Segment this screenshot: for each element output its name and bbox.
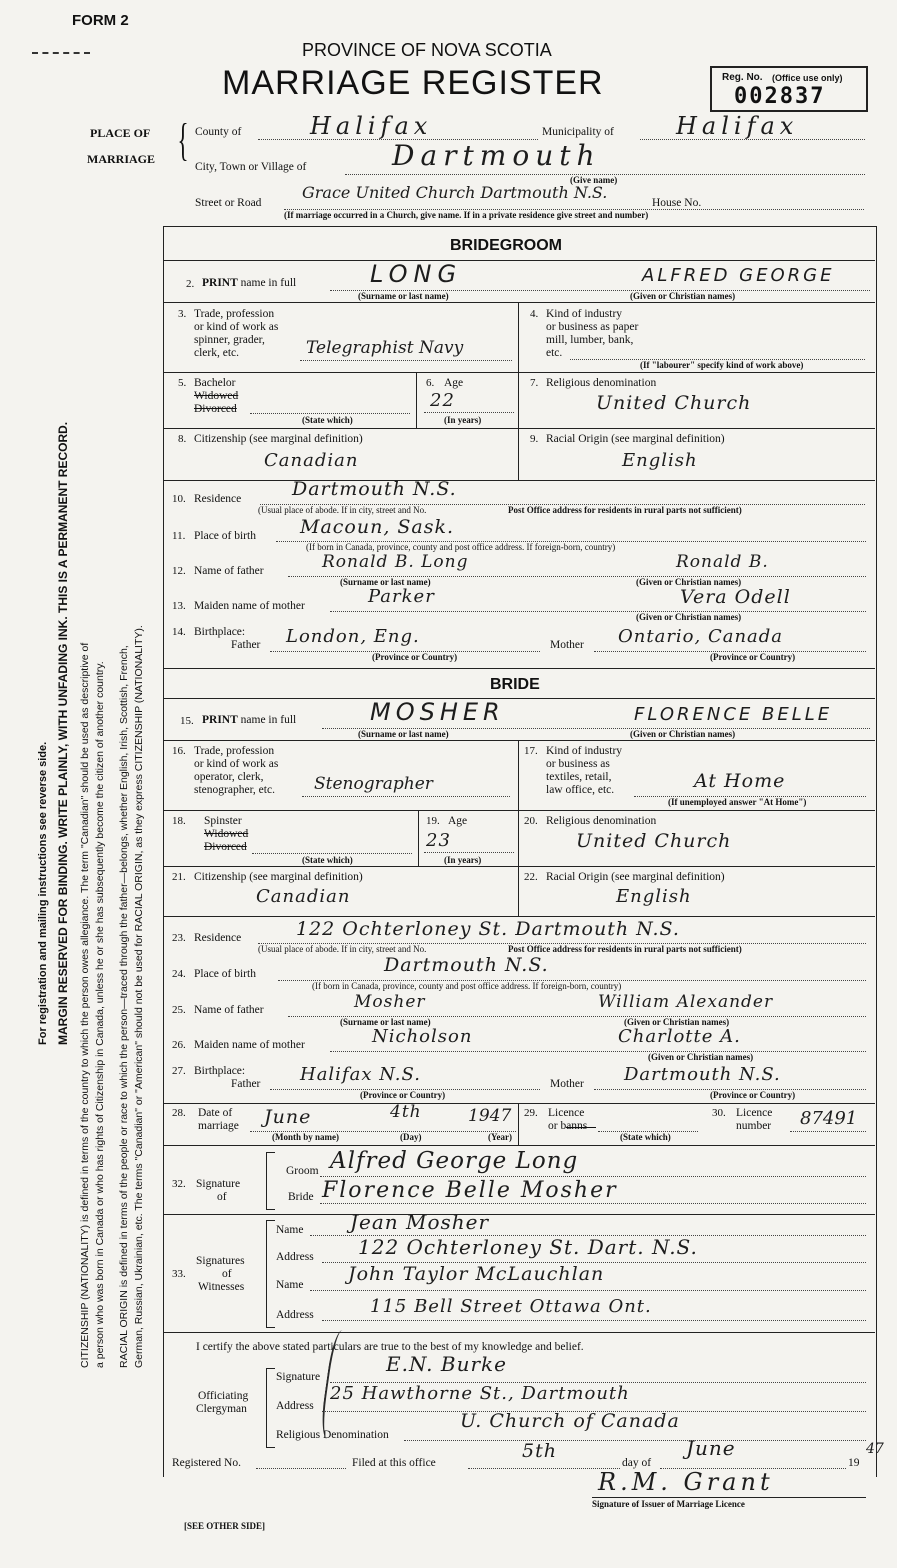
bride-heading: BRIDE xyxy=(490,676,540,693)
bride-surname-note: (Surname or last name) xyxy=(358,729,449,739)
groom-status-note: (State which) xyxy=(302,415,353,425)
groom-n14: 14. xyxy=(172,626,186,638)
groom-racial-label: Racial Origin (see marginal definition) xyxy=(546,433,725,445)
bride-trade-l4: stenographer, etc. xyxy=(194,784,275,796)
bride-print-bold: PRINT xyxy=(202,714,238,726)
bride-father-surname-note: (Surname or last name) xyxy=(340,1017,431,1027)
street-value: Grace United Church Dartmouth N.S. xyxy=(302,183,608,202)
bride-divider-3 xyxy=(518,810,519,866)
bride-residence-note-b: Post Office address for residents in rural parts not sufficient) xyxy=(508,944,742,954)
bride-end-rule xyxy=(163,1103,875,1104)
off-denomination-label: Religious Denomination xyxy=(276,1429,389,1441)
bride-residence-value: 122 Ochterloney St. Dartmouth N.S. xyxy=(296,918,680,940)
bride-racial-label: Racial Origin (see marginal definition) xyxy=(546,871,725,883)
place-brace: { xyxy=(177,114,189,165)
off-bracket xyxy=(266,1368,275,1448)
groom-age-note: (In years) xyxy=(444,415,482,425)
groom-industry-l1: Kind of industry xyxy=(546,308,623,320)
bride-industry-l4: law office, etc. xyxy=(546,784,615,796)
groom-age-value: 22 xyxy=(430,390,455,411)
licence-l2: or banns xyxy=(548,1120,588,1132)
bride-father-surname: Mosher xyxy=(354,992,426,1012)
groom-name-label: name in full xyxy=(240,277,297,289)
reg-number-box xyxy=(710,66,868,112)
bride-rule-3 xyxy=(163,866,875,867)
officiating-l2: Clergyman xyxy=(196,1403,247,1415)
w1-address: 122 Ochterloney St. Dart. N.S. xyxy=(358,1235,698,1259)
groom-residence-value: Dartmouth N.S. xyxy=(292,478,457,500)
groom-mother-word: Mother xyxy=(550,639,584,651)
see-other-side: [SEE OTHER SIDE] xyxy=(184,1521,266,1531)
groom-n6: 6. xyxy=(426,377,435,389)
groom-end-rule xyxy=(163,668,875,669)
day-of-label: day of xyxy=(622,1457,652,1469)
banns-strike xyxy=(566,1127,596,1128)
sig-end-rule xyxy=(163,1214,875,1215)
licence-l1: Licence xyxy=(548,1107,585,1119)
marriage-month: June xyxy=(264,1106,312,1128)
margin-col3-line2: German, Russian, Ukrainian, etc. The terms "Canadian" or "American" should not be used for RACIAL ORIGIN, as they express CITIZENSHIP (NATIONALITY). xyxy=(132,625,145,1368)
bridegroom-heading: BRIDEGROOM xyxy=(450,237,562,254)
groom-rule-3 xyxy=(163,428,875,429)
bride-status-note: (State which) xyxy=(302,855,353,865)
street-label: Street or Road xyxy=(195,197,262,209)
bride-sig-line xyxy=(320,1203,866,1204)
groom-status-l1: Bachelor xyxy=(194,377,236,389)
groom-father-label: Name of father xyxy=(194,565,264,577)
officiating-l1: Officiating xyxy=(198,1390,249,1402)
groom-divider-2 xyxy=(416,372,417,428)
n30: 30. xyxy=(712,1107,726,1119)
bride-heading-rule xyxy=(163,698,875,699)
bride-birth-value: Dartmouth N.S. xyxy=(384,954,549,976)
w2-address-line xyxy=(322,1320,866,1321)
bride-birth-note: (If born in Canada, province, county and post office address. If foreign-born, country) xyxy=(312,981,622,991)
municipality-value: Halifax xyxy=(676,112,799,140)
bride-father-word: Father xyxy=(231,1078,261,1090)
w2-name: John Taylor McLauchlan xyxy=(348,1263,605,1285)
off-denomination: U. Church of Canada xyxy=(460,1410,680,1432)
groom-sig-line xyxy=(320,1176,866,1177)
wit-bracket xyxy=(266,1220,275,1328)
groom-trade-l4: clerk, etc. xyxy=(194,347,240,359)
bride-given-note: (Given or Christian names) xyxy=(630,729,736,739)
groom-trade-l3: spinner, grader, xyxy=(194,334,265,346)
bride-status-l2: Widowed xyxy=(204,828,249,840)
bride-trade-l2: or kind of work as xyxy=(194,758,279,770)
groom-n8: 8. xyxy=(178,433,187,445)
marriage-day: 4th xyxy=(390,1102,422,1122)
bride-citizenship-value: Canadian xyxy=(256,886,351,907)
bride-n17: 17. xyxy=(524,745,538,757)
bride-n20: 20. xyxy=(524,815,538,827)
registered-label: Registered No. xyxy=(172,1457,241,1469)
bride-residence-label: Residence xyxy=(194,932,242,944)
groom-religion-value: United Church xyxy=(596,392,752,414)
filed-label: Filed at this office xyxy=(352,1457,436,1469)
issuer-line xyxy=(592,1497,866,1498)
bride-print-label xyxy=(202,715,296,727)
bride-industry-l2: or business as xyxy=(546,758,610,770)
bride-n24: 24. xyxy=(172,968,186,980)
state-note: (State which) xyxy=(620,1132,671,1142)
bride-n25: 25. xyxy=(172,1004,186,1016)
filed-year: 47 xyxy=(866,1441,884,1457)
groom-mother-label: Maiden name of mother xyxy=(194,600,305,612)
groom-industry-l2: or business as paper xyxy=(546,321,639,333)
bride-divider-2 xyxy=(418,810,419,866)
licence-num-l1: Licence xyxy=(736,1107,773,1119)
bride-n22: 22. xyxy=(524,871,538,883)
registered-line xyxy=(256,1468,346,1469)
groom-trade-value: Telegraphist Navy xyxy=(306,338,464,358)
bride-father-birthplace: Halifax N.S. xyxy=(300,1064,421,1085)
margin-col-2 xyxy=(80,218,105,1368)
bride-n18: 18. xyxy=(172,815,186,827)
n28: 28. xyxy=(172,1107,186,1119)
bride-status-l3: Divorced xyxy=(204,841,247,853)
bride-age-label: Age xyxy=(448,815,468,827)
bride-surname: MOSHER xyxy=(370,698,505,726)
groom-birth-note: (If born in Canada, province, county and post office address. If foreign-born, country) xyxy=(306,542,616,552)
groom-n13: 13. xyxy=(172,600,186,612)
groom-rule-2 xyxy=(163,372,875,373)
groom-heading-rule xyxy=(163,260,875,261)
county-label: County of xyxy=(195,126,242,138)
issuer-signature: R.M. Grant xyxy=(598,1468,774,1496)
margin-col2-line1: CITIZENSHIP (NATIONALITY) is defined in terms of the country to which the person owes allegiance. The term "Canadian" should be used as descriptive of xyxy=(79,642,91,1368)
groom-trade-l1: Trade, profession xyxy=(194,308,275,320)
w1-name-label: Name xyxy=(276,1224,304,1236)
reg-office-note: (Office use only) xyxy=(772,73,843,83)
bride-industry-value: At Home xyxy=(694,770,786,792)
reg-label: Reg. No. xyxy=(722,72,763,83)
bride-father-given-note: (Given or Christian names) xyxy=(624,1017,730,1027)
date-label-l1: Date of xyxy=(198,1107,233,1119)
groom-status-l3: Divorced xyxy=(194,403,237,415)
w2-address: 115 Bell Street Ottawa Ont. xyxy=(370,1296,652,1317)
licence-number: 87491 xyxy=(800,1108,858,1129)
groom-divider-3 xyxy=(518,372,519,428)
bride-industry-l3: textiles, retail, xyxy=(546,771,612,783)
place-of-label: PLACE OF xyxy=(90,126,151,140)
bride-trade-l3: operator, clerk, xyxy=(194,771,264,783)
n33: 33. xyxy=(172,1268,186,1280)
sig-label-l2: of xyxy=(217,1191,227,1203)
bride-father-label: Name of father xyxy=(194,1004,264,1016)
filed-month: June xyxy=(686,1436,736,1460)
groom-mother-birthplace: Ontario, Canada xyxy=(618,626,784,647)
groom-surname: LONG xyxy=(370,260,463,288)
wit-label-l3: Witnesses xyxy=(198,1281,245,1293)
groom-residence-note-a: (Usual place of abode. If in city, street and No. xyxy=(258,505,427,515)
county-value: Halifax xyxy=(310,112,433,140)
city-value: Dartmouth xyxy=(392,139,601,172)
bride-name-label: name in full xyxy=(240,714,297,726)
day-note: (Day) xyxy=(400,1132,422,1142)
date-divider xyxy=(518,1103,519,1145)
groom-divider-1 xyxy=(518,302,519,372)
bride-mother-birthplace: Dartmouth N.S. xyxy=(624,1064,781,1085)
city-label: City, Town or Village of xyxy=(195,161,307,173)
margin-col-1 xyxy=(38,45,69,1045)
w1-address-label: Address xyxy=(276,1251,314,1263)
licence-num-l2: number xyxy=(736,1120,772,1132)
groom-n4: 4. xyxy=(530,308,539,320)
year-note: (Year) xyxy=(488,1132,512,1142)
groom-print-bold: PRINT xyxy=(202,277,238,289)
bride-industry-l1: Kind of industry xyxy=(546,745,623,757)
wit-label-l2: of xyxy=(222,1268,232,1280)
groom-age-label: Age xyxy=(444,377,464,389)
bride-rule-2 xyxy=(163,810,875,811)
bride-status-l1: Spinster xyxy=(204,815,242,827)
n29: 29. xyxy=(524,1107,538,1119)
street-note: (If marriage occurred in a Church, give name. If in a private residence give street and number) xyxy=(284,210,649,220)
bride-mother-given: Charlotte A. xyxy=(618,1026,741,1047)
month-note: (Month by name) xyxy=(272,1132,339,1142)
groom-racial-value: English xyxy=(622,450,698,471)
municipality-label: Municipality of xyxy=(542,126,614,138)
groom-residence-note-b: Post Office address for residents in rural parts not sufficient) xyxy=(508,505,742,515)
bride-citizenship-label: Citizenship (see marginal definition) xyxy=(194,871,363,883)
bride-age-value: 23 xyxy=(426,830,451,851)
groom-industry-l4: etc. xyxy=(546,347,563,359)
groom-mother-given-note: (Given or Christian names) xyxy=(636,612,742,622)
licence-num-line xyxy=(790,1131,866,1132)
groom-signature: Alfred George Long xyxy=(330,1148,579,1174)
groom-rule-4 xyxy=(163,480,875,481)
groom-divider-4 xyxy=(518,428,519,480)
date-end-rule xyxy=(163,1145,875,1146)
margin-col2-line2: a person who was born in Canada or who has rights of Citizenship in Canada, unless he or she has subsequently become the citizen of another country. xyxy=(93,661,106,1368)
bride-status-line xyxy=(252,853,412,854)
bride-industry-note: (If unemployed answer "At Home") xyxy=(668,797,807,807)
groom-given: ALFRED GEORGE xyxy=(642,265,835,286)
bride-religion-label: Religious denomination xyxy=(546,815,657,827)
bride-signature: Florence Belle Mosher xyxy=(322,1178,618,1203)
bride-mother-line xyxy=(330,1051,866,1052)
bride-n26: 26. xyxy=(172,1039,186,1051)
bride-mother-label: Maiden name of mother xyxy=(194,1039,305,1051)
groom-father-given-note: (Given or Christian names) xyxy=(636,577,742,587)
bride-n16: 16. xyxy=(172,745,186,757)
groom-age-line xyxy=(424,412,514,413)
groom-religion-label: Religious denomination xyxy=(546,377,657,389)
groom-n10: 10. xyxy=(172,493,186,505)
margin-col1-line1: For registration and mailing instructions see reverse side. xyxy=(37,741,49,1045)
groom-citizenship-value: Canadian xyxy=(264,450,359,471)
margin-col3-line1: RACIAL ORIGIN is defined in terms of the people or race to which the person—traced through the father—belongs, whether English, Irish, Scottish, French, xyxy=(118,645,130,1368)
groom-rule-1 xyxy=(163,302,875,303)
bride-age-note: (In years) xyxy=(444,855,482,865)
filed-day: 5th xyxy=(522,1440,557,1462)
marriage-year: 1947 xyxy=(468,1106,512,1126)
groom-n5: 5. xyxy=(178,377,187,389)
w2-name-label: Name xyxy=(276,1279,304,1291)
bride-father-given: William Alexander xyxy=(598,992,774,1012)
date-label-l2: marriage xyxy=(198,1120,239,1132)
groom-print-label xyxy=(202,278,296,290)
bride-religion-value: United Church xyxy=(576,830,732,852)
groom-father-birthplace: London, Eng. xyxy=(286,626,420,647)
bride-residence-note-a: (Usual place of abode. If in city, street and No. xyxy=(258,944,427,954)
groom-n12: 12. xyxy=(172,565,186,577)
bride-birth-label: Place of birth xyxy=(194,968,256,980)
bride-trade-value: Stenographer xyxy=(314,774,433,794)
w1-name: Jean Mosher xyxy=(350,1210,490,1234)
groom-n9: 9. xyxy=(530,433,539,445)
bride-birthplace-label: Birthplace: xyxy=(194,1065,246,1077)
bride-n15: 15. xyxy=(180,715,194,727)
groom-status-line xyxy=(250,413,410,414)
groom-surname-note: (Surname or last name) xyxy=(358,291,449,301)
year-prefix: 19 xyxy=(848,1457,860,1469)
certify-statement: I certify the above stated particulars are true to the best of my knowledge and belief. xyxy=(196,1341,584,1353)
groom-father-surname: Ronald B. Long xyxy=(322,552,469,572)
groom-mother-given: Vera Odell xyxy=(680,586,791,608)
bride-mprov-note: (Province or Country) xyxy=(710,1090,796,1100)
groom-residence-label: Residence xyxy=(194,493,242,505)
groom-industry-l3: mill, lumber, bank, xyxy=(546,334,634,346)
groom-trade-l2: or kind of work as xyxy=(194,321,279,333)
bride-n19: 19. xyxy=(426,815,440,827)
bride-mother-given-note: (Given or Christian names) xyxy=(648,1052,754,1062)
bride-rule-1 xyxy=(163,740,875,741)
groom-father-given: Ronald B. xyxy=(676,552,769,572)
bride-trade-l1: Trade, profession xyxy=(194,745,275,757)
groom-status-l2: Widowed xyxy=(194,390,239,402)
sig-label-l1: Signature xyxy=(196,1178,241,1190)
bride-trade-line xyxy=(302,796,510,797)
w2-name-line xyxy=(310,1290,866,1291)
bride-n23: 23. xyxy=(172,932,186,944)
groom-n11: 11. xyxy=(172,530,186,542)
wit-end-rule xyxy=(163,1332,875,1333)
off-address: 25 Hawthorne St., Dartmouth xyxy=(330,1383,630,1404)
bride-divider-1 xyxy=(518,740,519,810)
n32: 32. xyxy=(172,1178,186,1190)
groom-mprov-note: (Province or Country) xyxy=(710,652,796,662)
marriage-label: MARRIAGE xyxy=(87,152,155,166)
groom-father-word: Father xyxy=(231,639,261,651)
groom-n3: 3. xyxy=(178,308,187,320)
issuer-label: Signature of Issuer of Marriage Licence xyxy=(592,1499,745,1509)
groom-sig-label: Groom xyxy=(286,1165,319,1177)
register-title: MARRIAGE REGISTER xyxy=(222,64,604,102)
bride-sig-label: Bride xyxy=(288,1191,314,1203)
margin-col-3 xyxy=(119,218,144,1368)
groom-mother-surname: Parker xyxy=(368,586,435,607)
reg-number: 002837 xyxy=(734,84,826,109)
off-denomination-line xyxy=(404,1440,866,1441)
form-number: FORM 2 xyxy=(72,12,129,29)
bride-divider-4 xyxy=(518,866,519,916)
groom-industry-note: (If "labourer" specify kind of work above) xyxy=(640,360,804,370)
bride-age-line xyxy=(424,852,514,853)
off-signature-label: Signature xyxy=(276,1371,321,1383)
wit-label-l1: Signatures xyxy=(196,1255,245,1267)
w2-address-label: Address xyxy=(276,1309,314,1321)
house-label: House No. xyxy=(652,197,702,209)
groom-n7: 7. xyxy=(530,377,539,389)
groom-given-note: (Given or Christian names) xyxy=(630,291,736,301)
groom-fprov-note: (Province or Country) xyxy=(372,652,458,662)
bride-n27: 27. xyxy=(172,1065,186,1077)
margin-col1-line2: MARGIN RESERVED FOR BINDING. WRITE PLAINLY, WITH UNFADING INK. THIS IS A PERMANENT RECORD. xyxy=(56,421,70,1045)
bride-mother-surname: Nicholson xyxy=(372,1026,473,1047)
sig-bracket xyxy=(266,1152,275,1210)
off-signature: E.N. Burke xyxy=(386,1352,507,1376)
groom-birth-label: Place of birth xyxy=(194,530,256,542)
bride-racial-value: English xyxy=(616,886,692,907)
off-address-label: Address xyxy=(276,1400,314,1412)
city-note: (Give name) xyxy=(570,175,618,185)
groom-n2: 2. xyxy=(186,278,195,290)
bride-rule-4 xyxy=(163,916,875,917)
bride-given: FLORENCE BELLE xyxy=(634,704,833,725)
bride-n21: 21. xyxy=(172,871,186,883)
groom-birth-value: Macoun, Sask. xyxy=(300,516,455,538)
groom-mother-line xyxy=(330,611,866,612)
province-title: PROVINCE OF NOVA SCOTIA xyxy=(302,40,552,60)
groom-father-surname-note: (Surname or last name) xyxy=(340,577,431,587)
groom-citizenship-label: Citizenship (see marginal definition) xyxy=(194,433,363,445)
groom-birthplace-label: Birthplace: xyxy=(194,626,246,638)
bride-mother-word: Mother xyxy=(550,1078,584,1090)
groom-trade-line xyxy=(300,360,512,361)
bride-fprov-note: (Province or Country) xyxy=(360,1090,446,1100)
